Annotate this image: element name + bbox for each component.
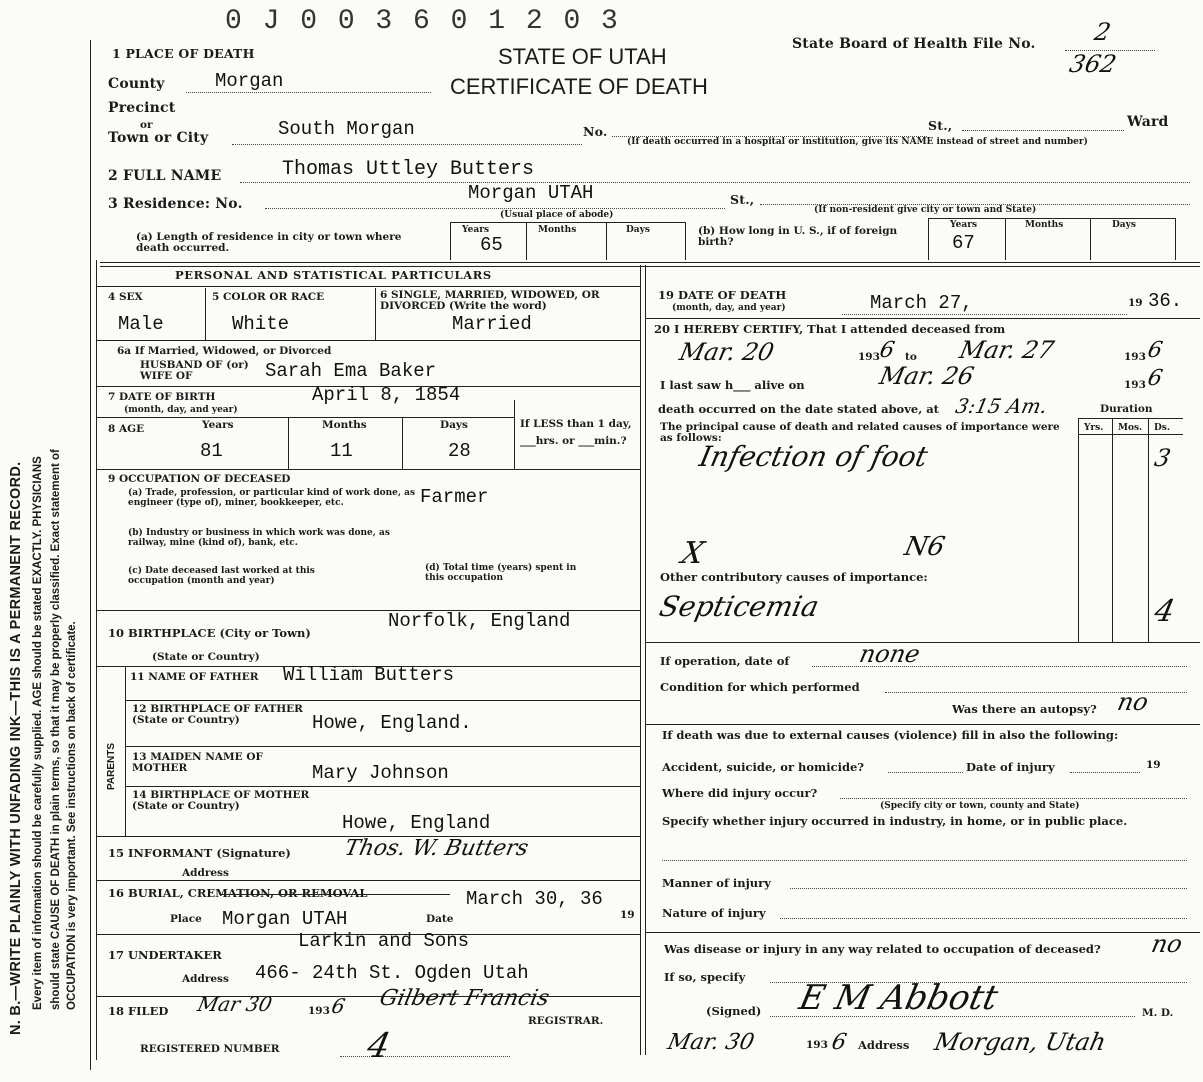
filed-date: Mar 30 xyxy=(195,992,275,1016)
ra-line-4 xyxy=(685,222,686,260)
ra-days: Days xyxy=(626,225,650,235)
registrar-signature: Gilbert Francis xyxy=(377,986,552,1011)
nonres-note: (If non-resident give city or town and State) xyxy=(814,205,1037,215)
signed-address-label: Address xyxy=(858,1038,910,1052)
principal-label: The principal cause of death and related causes of importance were as follows: xyxy=(660,421,1060,444)
reg-number-label: REGISTERED NUMBER xyxy=(140,1043,280,1055)
dur-ds: Ds. xyxy=(1154,423,1171,433)
rb-top xyxy=(928,218,1175,219)
occupation-label: 9 OCCUPATION OF DECEASED xyxy=(108,473,291,485)
certify-to-date: Mar. 27 xyxy=(957,336,1057,364)
death-date-sub: (month, day, and year) xyxy=(672,303,786,313)
injury-year-prefix: 19 xyxy=(1146,759,1161,771)
nature-line xyxy=(780,918,1187,919)
left-border-inner xyxy=(96,260,97,1060)
residence-label: 3 Residence: No. xyxy=(108,196,243,212)
external-bottom xyxy=(645,932,1200,933)
town-line xyxy=(232,144,582,145)
marital-label: 6 SINGLE, MARRIED, WIDOWED, OR DIVORCED (Write the word) xyxy=(380,289,600,312)
signed-year-hw: 6 xyxy=(829,1030,849,1055)
mother-label: 13 MAIDEN NAME OF MOTHER xyxy=(132,751,263,774)
ra-months: Months xyxy=(538,225,577,235)
residence-b-label: (b) How long in U. S., if of foreign birth? xyxy=(698,225,898,248)
color-label: 5 COLOR OR RACE xyxy=(212,291,325,303)
father-bp-value: Howe, England. xyxy=(312,712,472,734)
where-label: Where did injury occur? xyxy=(662,786,818,800)
age-days-value: 28 xyxy=(448,440,471,462)
cause-value: Infection of foot xyxy=(696,440,931,473)
st-line xyxy=(962,130,1124,131)
father-row-bottom xyxy=(125,700,640,701)
undertaker-value: Larkin and Sons xyxy=(298,930,470,952)
last-saw-label: I last saw h___ alive on xyxy=(660,378,805,392)
dur-div-3 xyxy=(1148,418,1149,643)
mother-bp-value: Howe, England xyxy=(342,812,491,834)
burial-date-label: Date xyxy=(426,913,454,925)
specify-line xyxy=(662,860,1187,861)
age-months-label: Months xyxy=(322,419,367,431)
last-saw-date: Mar. 26 xyxy=(877,362,977,390)
ra-top xyxy=(450,222,685,223)
age-years-value: 81 xyxy=(200,440,223,462)
ra-line-3 xyxy=(606,222,607,260)
filed-year-hw: 6 xyxy=(329,994,348,1018)
informant-label: 15 INFORMANT (Signature) xyxy=(108,846,291,860)
informant-value: Thos. W. Butters xyxy=(342,836,531,861)
rb-line-4 xyxy=(1175,218,1176,260)
dur-mos: Mos. xyxy=(1118,423,1143,433)
race-divider xyxy=(375,288,376,340)
accident-line xyxy=(888,772,963,773)
certify-label: 20 I HEREBY CERTIFY, That I attended deceased from xyxy=(654,322,1006,336)
center-divider xyxy=(640,265,641,1055)
age-label: 8 AGE xyxy=(108,423,145,435)
death-year-prefix: 19 xyxy=(1128,297,1143,309)
sex-divider xyxy=(205,288,206,340)
burial-date-value: March 30, 36 xyxy=(466,888,603,910)
residence-value: Morgan UTAH xyxy=(468,182,594,204)
undertaker-row-bottom xyxy=(96,996,640,997)
full-name-value: Thomas Uttley Butters xyxy=(282,158,535,181)
rb-line-3 xyxy=(1090,218,1091,260)
duration-label: Duration xyxy=(1100,403,1153,415)
mother-bp-label: 14 BIRTHPLACE OF MOTHER (State or Country) xyxy=(132,789,310,812)
mother-value: Mary Johnson xyxy=(312,762,449,784)
manner-label: Manner of injury xyxy=(662,876,771,890)
rb-years-value: 67 xyxy=(952,232,975,254)
rb-years: Years xyxy=(950,220,978,230)
parents-side: PARENTS xyxy=(106,742,117,790)
burial-strike xyxy=(220,894,450,895)
external-intro: If death was due to external causes (violence) fill in also the following: xyxy=(662,728,1119,742)
precinct-label: Precinct xyxy=(108,100,176,116)
date-injury-line xyxy=(1070,772,1140,773)
occupation-a: (a) Trade, profession, or particular kind of work done, as engineer (type of), miner, bookkeeper, etc. xyxy=(128,488,416,508)
undertaker-address-value: 466- 24th St. Ogden Utah xyxy=(255,962,529,984)
burial-place-value: Morgan UTAH xyxy=(222,908,348,930)
cause-days: 3 xyxy=(1152,444,1174,472)
signed-year: 193 xyxy=(806,1039,828,1051)
informant-address-label: Address xyxy=(182,867,229,879)
age-div-2 xyxy=(402,417,403,469)
occupation-c: (c) Date deceased last worked at this occupation (month and year) xyxy=(128,566,315,586)
autopsy-value: no xyxy=(1115,688,1151,716)
place-label: 1 PLACE OF DEATH xyxy=(112,46,255,61)
where-sub: (Specify city or town, county and State) xyxy=(880,801,1080,811)
certify-from: Mar. 20 xyxy=(677,338,777,366)
occurred-time: 3:15 Am. xyxy=(953,394,1050,418)
registrar-label: REGISTRAR. xyxy=(528,1015,604,1027)
autopsy-row-bottom xyxy=(645,724,1200,725)
left-border xyxy=(90,40,91,1070)
certify-yr1: 193 xyxy=(858,351,880,363)
side-note-line2: Every item of information should be carefully supplied. AGE should be stated EXACTLY. PHYSICIANS xyxy=(32,456,44,1010)
ra-years-value: 65 xyxy=(480,234,503,256)
death-date-line xyxy=(842,314,1127,315)
residence-st-label: St., xyxy=(730,192,755,207)
file-no-2: 362 xyxy=(1067,50,1119,78)
reg-number: 4 xyxy=(363,1026,394,1066)
contrib-value: Septicemia xyxy=(656,590,822,623)
specify-label: Specify whether injury occurred in industry, in home, or in public place. xyxy=(662,814,1128,828)
dur-top xyxy=(1078,418,1183,419)
age-months-value: 11 xyxy=(330,440,353,462)
date-injury-label: Date of injury xyxy=(966,760,1055,774)
rb-line-1 xyxy=(928,218,929,260)
full-name-line xyxy=(240,182,1190,183)
dob-value: April 8, 1854 xyxy=(312,384,461,406)
residence-a-label: (a) Length of residence in city or town where death occurred. xyxy=(136,231,402,254)
filed-year: 193 xyxy=(308,1005,330,1017)
county-label: County xyxy=(108,76,165,92)
spouse-value: Sarah Ema Baker xyxy=(265,360,437,382)
marital-value: Married xyxy=(452,313,532,335)
father-value: William Butters xyxy=(283,664,455,686)
or-label: or xyxy=(140,119,153,131)
accident-label: Accident, suicide, or homicide? xyxy=(662,760,865,774)
certify-to: to xyxy=(905,351,917,363)
occupation-b: (b) Industry or business in which work was done, as railway, mine (kind of), bank, etc. xyxy=(128,528,390,548)
certify-yr3b: 6 xyxy=(1145,366,1165,391)
father-bp-row-bottom xyxy=(125,746,640,747)
certify-yr3: 193 xyxy=(1124,379,1146,391)
file-no: 2 xyxy=(1092,18,1114,46)
condition-label: Condition for which performed xyxy=(660,680,860,694)
contrib-label: Other contributory causes of importance: xyxy=(660,570,928,584)
st-label: St., xyxy=(928,118,953,133)
certify-yr2: 193 xyxy=(1124,351,1146,363)
rb-line-2 xyxy=(1005,218,1006,260)
occupation-value: Farmer xyxy=(420,486,489,508)
color-value: White xyxy=(232,313,290,335)
death-date-label: 19 DATE OF DEATH xyxy=(658,288,787,302)
residence-line xyxy=(265,208,725,209)
birthplace-value: Norfolk, England xyxy=(388,610,571,632)
stamp-number: 0 J 0 0 3 6 0 1 2 0 3 xyxy=(225,6,620,37)
cause-block-bottom xyxy=(645,642,1200,643)
nature-label: Nature of injury xyxy=(662,906,766,920)
death-year: 36. xyxy=(1148,290,1183,312)
certificate-title: CERTIFICATE OF DEATH xyxy=(450,74,708,99)
burial-place-label: Place xyxy=(170,913,202,925)
occurred-label: death occurred on the date stated above, at xyxy=(658,402,939,416)
undertaker-label: 17 UNDERTAKER xyxy=(108,948,222,962)
if-so-label: If so, specify xyxy=(664,970,746,984)
town-label: Town or City xyxy=(108,130,209,146)
filed-label: 18 FILED xyxy=(108,1004,169,1018)
signed-signature: E M Abbott xyxy=(795,978,1002,1018)
death-date-value: March 27, xyxy=(870,292,973,314)
parents-side-line xyxy=(125,666,126,836)
ra-line-2 xyxy=(526,222,527,260)
ward-label: Ward xyxy=(1127,114,1169,130)
no-label: No. xyxy=(583,124,608,139)
occ-related-value: no xyxy=(1149,930,1185,958)
file-no-label: State Board of Health File No. xyxy=(792,36,1036,52)
signed-date: Mar. 30 xyxy=(665,1030,757,1055)
operation-value: none xyxy=(857,640,923,668)
mark-1: X xyxy=(678,536,708,571)
undertaker-address-label: Address xyxy=(182,973,229,985)
ra-line-1 xyxy=(450,222,451,260)
ra-years: Years xyxy=(462,225,490,235)
signed-address: Morgan, Utah xyxy=(932,1028,1109,1056)
age-row-bottom xyxy=(96,469,640,470)
informant-row-bottom xyxy=(96,880,640,881)
top-rule xyxy=(100,262,1200,263)
dur-div-2 xyxy=(1112,418,1113,643)
county-line xyxy=(186,92,431,93)
town-value: South Morgan xyxy=(278,118,415,140)
death-row-bottom xyxy=(645,318,1200,319)
state-title: STATE OF UTAH xyxy=(498,44,667,69)
operation-label: If operation, date of xyxy=(660,654,790,668)
less-than: If LESS than 1 day, ___hrs. or ___min.? xyxy=(520,418,632,447)
mark-2: N6 xyxy=(901,532,948,562)
signed-label: (Signed) xyxy=(706,1004,762,1018)
birthplace-label: 10 BIRTHPLACE (City or Town) xyxy=(108,626,311,640)
dur-sub xyxy=(1078,434,1183,435)
rb-days: Days xyxy=(1112,220,1136,230)
rb-months: Months xyxy=(1025,220,1064,230)
age-days-label: Days xyxy=(440,419,468,431)
personal-header: PERSONAL AND STATISTICAL PARTICULARS xyxy=(175,268,492,282)
autopsy-label: Was there an autopsy? xyxy=(952,702,1097,716)
manner-line xyxy=(790,888,1187,889)
dob-sub: (month, day, and year) xyxy=(124,405,238,415)
full-name-label: 2 FULL NAME xyxy=(108,168,222,184)
mother-row-bottom xyxy=(125,786,640,787)
sex-row-bottom xyxy=(96,340,640,341)
ps-rule xyxy=(96,286,640,287)
usual-note: (Usual place of abode) xyxy=(500,210,614,220)
sex-label: 4 SEX xyxy=(108,291,143,303)
certify-yr2b: 6 xyxy=(1145,338,1165,363)
side-note-line1: N. B.—WRITE PLAINLY WITH UNFADING INK—THIS IS A PERMANENT RECORD. xyxy=(8,461,24,1035)
age-div-3 xyxy=(514,400,515,469)
spouse-label-b: HUSBAND OF (or) WIFE OF xyxy=(140,359,249,382)
burial-label: 16 BURIAL, CREMATION, OR REMOVAL xyxy=(108,886,368,900)
hospital-note: (If death occurred in a hospital or institution, give its NAME instead of street and number) xyxy=(627,137,1088,147)
father-label: 11 NAME OF FATHER xyxy=(130,671,259,683)
sex-value: Male xyxy=(118,313,164,335)
top-rule-2 xyxy=(100,266,1200,267)
spouse-label-a: 6a If Married, Widowed, or Divorced xyxy=(117,345,332,357)
age-years-label: Years xyxy=(202,419,234,431)
contrib-days: 4 xyxy=(1151,594,1178,629)
occupation-d: (d) Total time (years) spent in this occupation xyxy=(425,563,577,583)
occ-related-label: Was disease or injury in any way related to occupation of deceased? xyxy=(664,942,1101,956)
where-line xyxy=(840,798,1187,799)
age-div-1 xyxy=(288,417,289,469)
burial-year-prefix: 19 xyxy=(620,909,635,921)
md-label: M. D. xyxy=(1142,1007,1174,1019)
certify-yr1b: 6 xyxy=(877,338,897,363)
dur-yrs: Yrs. xyxy=(1084,423,1104,433)
father-bp-label: 12 BIRTHPLACE OF FATHER (State or Country) xyxy=(132,703,303,726)
dob-label: 7 DATE OF BIRTH xyxy=(108,391,216,403)
side-note-line4: OCCUPATION is very important. See instructions on back of certificate. xyxy=(66,621,78,1010)
county-value: Morgan xyxy=(215,70,284,92)
side-note-line3: should state CAUSE OF DEATH in plain terms, so that it may be properly classified. Exact statement of xyxy=(50,449,62,1010)
center-divider-2 xyxy=(645,265,646,1055)
dob-row-bottom xyxy=(96,417,514,418)
dur-div-1 xyxy=(1078,418,1079,643)
birthplace-sub: (State or Country) xyxy=(152,651,260,663)
